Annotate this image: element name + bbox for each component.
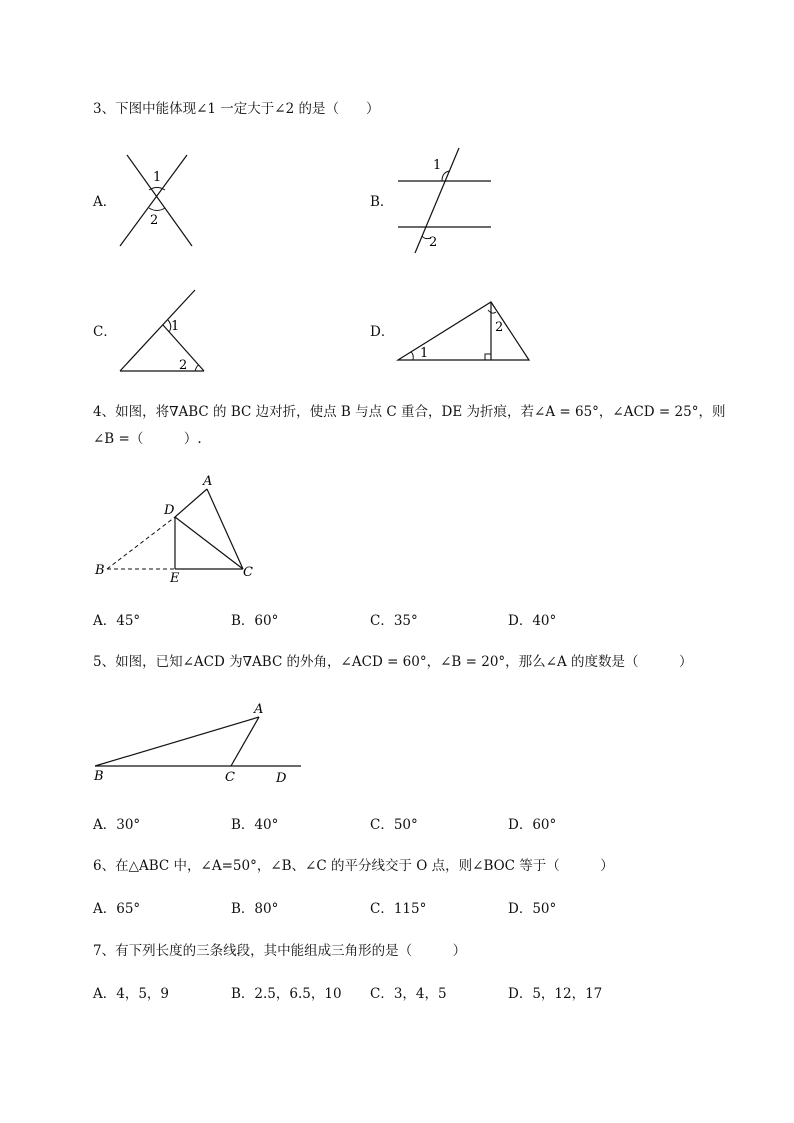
q4-side-da — [175, 489, 207, 517]
q4-label-e: E — [170, 571, 180, 586]
q3d-label-2: 2 — [495, 320, 504, 335]
q3d-right-angle-mark — [485, 354, 491, 360]
q3-figure-b — [395, 145, 495, 257]
q7-stem: 7、有下列长度的三条线段，其中能组成三角形的是（ ） — [93, 943, 467, 959]
q4-side-ac — [207, 489, 243, 569]
q7-option-d: D．5，12，17 — [508, 986, 603, 1002]
q3b-label-1: 1 — [433, 158, 442, 173]
q5-label-d: D — [276, 771, 287, 786]
q4-figure — [90, 472, 265, 587]
q5-option-c: C．50° — [370, 817, 418, 833]
q3-option-d-letter: D． — [370, 324, 395, 340]
q5-side-ba — [95, 717, 259, 766]
q6-option-a: A．65° — [93, 901, 141, 917]
q4-label-c: C — [243, 565, 253, 580]
q3-option-a-letter: A． — [93, 194, 117, 210]
q6-option-b: B．80° — [231, 901, 279, 917]
q6-stem: 6、在△ABC 中，∠A=50°，∠B、∠C 的平分线交于 O 点，则∠BOC 等于（ ） — [93, 858, 614, 874]
q3a-line-2 — [120, 155, 187, 246]
q6-option-d: D．50° — [508, 901, 557, 917]
q3a-arc-2 — [149, 208, 165, 211]
q3-figure-a — [115, 150, 200, 250]
q5-option-a: A．30° — [93, 817, 141, 833]
q4-label-b: B — [95, 563, 105, 578]
q3d-arc-2 — [488, 310, 496, 313]
q3-figure-c — [115, 287, 210, 377]
q3c-label-2: 2 — [179, 358, 188, 373]
q3c-arc-2 — [195, 365, 199, 371]
q3a-label-2: 2 — [150, 213, 159, 228]
q4-dashed-bd — [107, 517, 175, 569]
q4-option-d: D．40° — [508, 613, 557, 629]
q3d-triangle — [398, 302, 529, 360]
q7-option-a: A．4，5，9 — [93, 986, 170, 1002]
q3-figure-d — [395, 298, 535, 364]
q5-label-c: C — [225, 770, 235, 785]
q3d-label-1: 1 — [420, 346, 429, 361]
q5-option-b: B．40° — [231, 817, 279, 833]
q3a-label-1: 1 — [153, 170, 162, 185]
q4-label-a: A — [203, 474, 213, 489]
q4-stem-line-2: ∠B =（ ）. — [93, 431, 202, 447]
q3-option-b-letter: B． — [370, 194, 394, 210]
q4-option-c: C．35° — [370, 613, 418, 629]
q3d-arc-1 — [411, 352, 413, 360]
q3b-label-2: 2 — [429, 235, 438, 250]
q5-figure — [92, 700, 307, 790]
q5-label-a: A — [254, 702, 264, 717]
q7-option-c: C．3，4，5 — [370, 986, 447, 1002]
q4-stem-line-1: 4、如图，将∇ABC 的 BC 边对折，使点 B 与点 C 重合，DE 为折痕，若∠A = 65°，∠ACD = 25°，则 — [93, 404, 726, 420]
q5-option-d: D．60° — [508, 817, 557, 833]
q6-option-c: C．115° — [370, 901, 427, 917]
q4-label-d: D — [164, 503, 175, 518]
q3-option-c-letter: C． — [93, 324, 117, 340]
q4-option-b: B．60° — [231, 613, 279, 629]
q4-segment-dc — [175, 517, 243, 569]
q4-option-a: A．45° — [93, 613, 141, 629]
q3a-line-1 — [127, 155, 192, 246]
q5-label-b: B — [94, 769, 104, 784]
q3-stem: 3、下图中能体现∠1 一定大于∠2 的是（ ） — [93, 101, 380, 117]
q3c-label-1: 1 — [171, 319, 180, 334]
q7-option-b: B．2.5，6.5，10 — [231, 986, 342, 1002]
q5-stem: 5、如图，已知∠ACD 为∇ABC 的外角，∠ACD = 60°，∠B = 20°，那么∠A 的度数是（ ） — [93, 654, 693, 670]
